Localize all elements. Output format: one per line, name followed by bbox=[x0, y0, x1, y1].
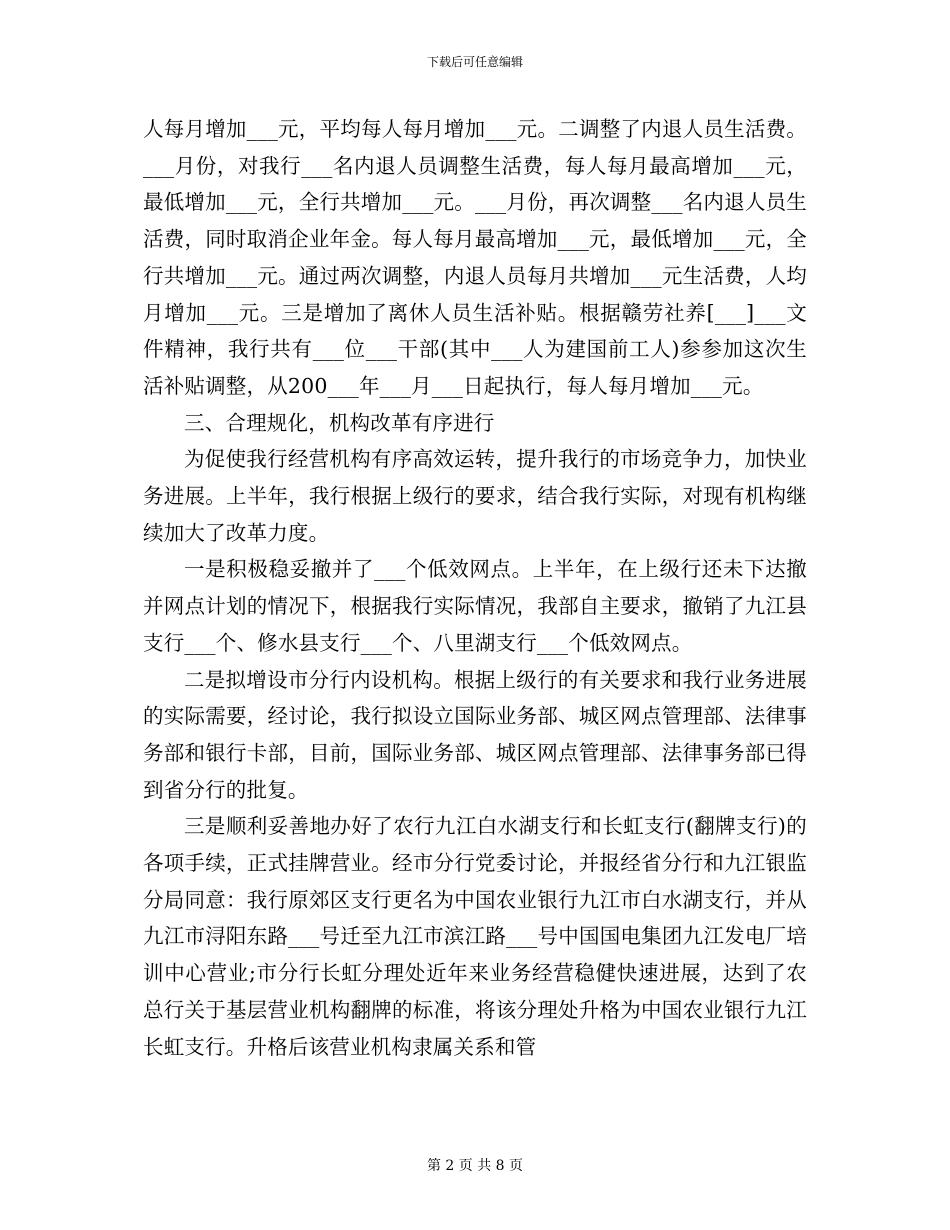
paragraph-item-3: 三是顺利妥善地办好了农行九江白水湖支行和长虹支行(翻牌支行)的各项手续，正式挂牌营业。经市分行党委讨论，并报经省分行和九江银监分局同意：我行原郊区支行更名为中国农业银行九江市白水湖支行，并从九江市浔阳东路___号迁至九江市滨江路___号中国国电集团九江发电厂培训中心营业;市分行长虹分理处近年来业务经营稳健快速进展，达到了农总行关于基层营业机构翻牌的标准，将该分理处升格为中国农业银行九江长虹支行。升格后该营业机构隶属关系和管 bbox=[143, 814, 807, 1059]
paragraph-continuation: 人每月增加___元，平均每人每月增加___元。二调整了内退人员生活费。___月份，对我行___名内退人员调整生活费，每人每月最高增加___元，最低增加___元，全行共增加___元。___月份，再次调整___名内退人员生活费，同时取消企业年金。每人每月最高增加___元，最低增加___元，全行共增加___元。通过两次调整，内退人员每月共增加___元生活费，人均月增加___元。三是增加了离休人员生活补贴。根据赣劳社养[___]___文件精神，我行共有___位___干部(其中___人为建国前工人)参参加这次生活补贴调整，从200___年___月___日起执行，每人每月增加___元。 bbox=[143, 117, 807, 398]
paragraph-item-1: 一是积极稳妥撤并了___个低效网点。上半年，在上级行还未下达撤并网点计划的情况下，根据我行实际情况，我部自主要求，撤销了九江县支行___个、修水县支行___个、八里湖支行___个低效网点。 bbox=[143, 557, 807, 655]
section-heading: 三、合理规化，机构改革有序进行 bbox=[184, 410, 495, 435]
paragraph-intro: 为促使我行经营机构有序高效运转，提升我行的市场竞争力，加快业务进展。上半年，我行根据上级行的要求，结合我行实际，对现有机构继续加大了改革力度。 bbox=[143, 447, 807, 545]
paragraph-item-2: 二是拟增设市分行内设机构。根据上级行的有关要求和我行业务进展的实际需要，经讨论，我行拟设立国际业务部、城区网点管理部、法律事务部和银行卡部，目前，国际业务部、城区网点管理部、法律事务部已得到省分行的批复。 bbox=[143, 667, 807, 802]
page-header: 下载后可任意编辑 bbox=[426, 55, 523, 69]
page-number: 第 2 页 共 8 页 bbox=[426, 1158, 524, 1174]
document-body bbox=[143, 111, 807, 1065]
